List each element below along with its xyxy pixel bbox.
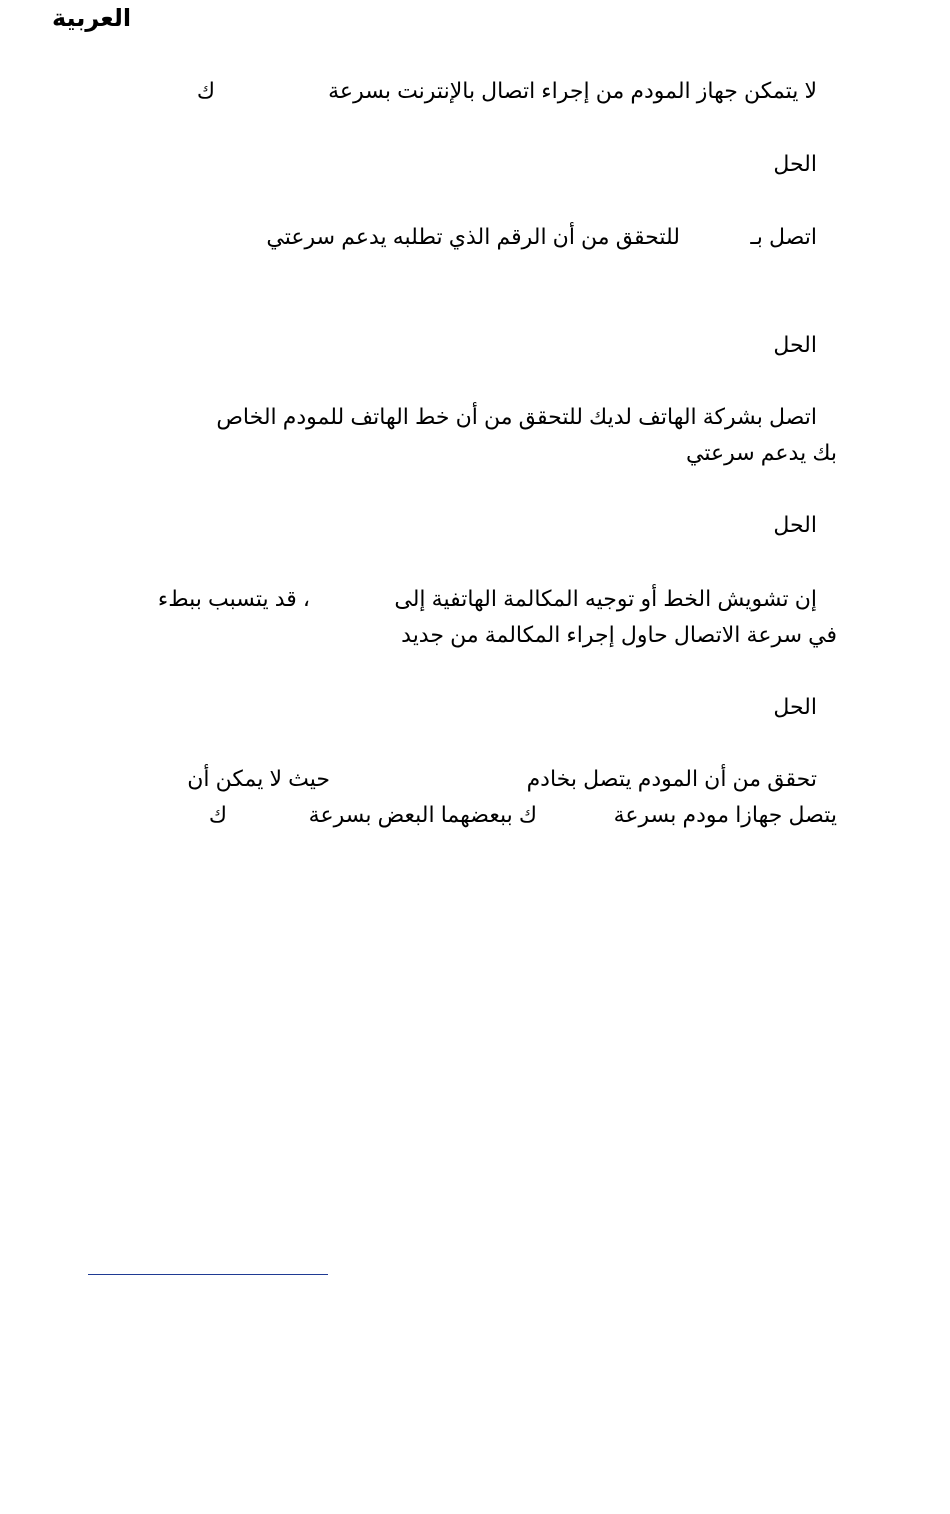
solution-text: إن تشويش الخط أو توجيه المكالمة الهاتفية إلى [394,586,817,611]
footnote-separator [88,1274,328,1275]
solution-text-middle: ك ببعضهما البعض بسرعة [308,802,537,827]
solution-text: تحقق من أن المودم يتصل بخادم [526,766,817,791]
solution-text-tail: ، قد يتسبب ببطء [157,586,310,611]
solution-text: اتصل بشركة الهاتف لديك للتحقق من أن خط الهاتف للمودم الخاص [216,404,817,429]
solution-text-tail: للتحقق من أن الرقم الذي تطلبه يدعم سرعتي [266,224,680,249]
solution-text: بك يدعم سرعتي [685,440,837,465]
solution-heading: الحل [773,694,817,719]
solution-heading: الحل [773,151,817,176]
solution-heading: الحل [773,512,817,537]
problem-text: لا يتمكن جهاز المودم من إجراء اتصال بالإنترنت بسرعة [328,78,817,103]
language-label: العربية [52,5,132,32]
problem-text-tail: ك [196,78,215,103]
solution-text: في سرعة الاتصال حاول إجراء المكالمة من جديد [401,622,837,647]
solution-text: اتصل بـ [750,224,817,249]
solution-text: يتصل جهازا مودم بسرعة [613,802,837,827]
solution-text-tail: ك [208,802,227,827]
solution-heading: الحل [773,332,817,357]
solution-text-tail: حيث لا يمكن أن [187,766,330,791]
